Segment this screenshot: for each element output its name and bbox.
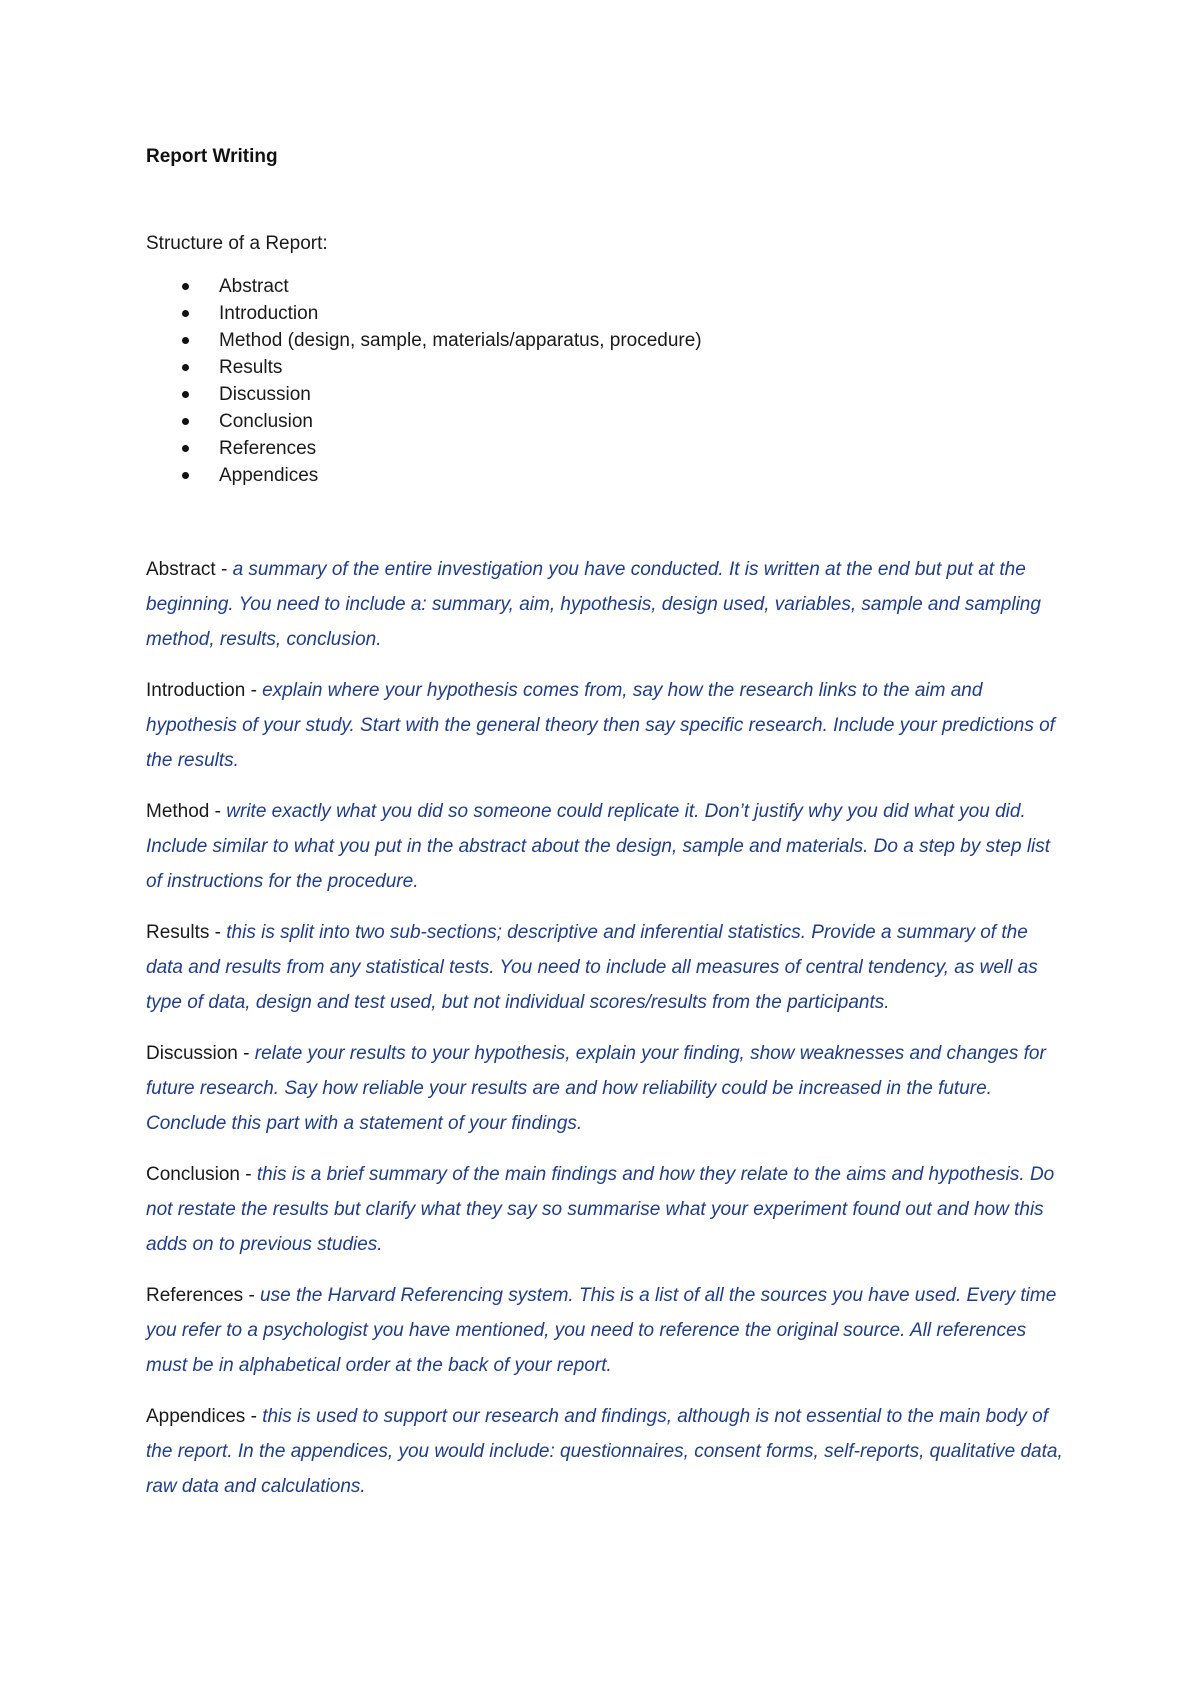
list-item xyxy=(146,327,702,354)
list-item-label: References xyxy=(219,438,317,459)
section-description: write exactly what you did so someone could replicate it. Don’t justify why you did what you did. Include similar to what you put in the abstract about the design, sample and materials. Do a step by step list of instructions for the procedure. xyxy=(146,801,1051,892)
list-item xyxy=(146,300,702,327)
section-term: Discussion - xyxy=(146,1043,255,1064)
section-term: Method - xyxy=(146,801,227,822)
list-item xyxy=(146,435,702,462)
section-description: this is split into two sub-sections; descriptive and inferential statistics. Provide a summary of the data and results from any statistical tests. You need to include all measures of central tendency, as well as type of data, design and test used, but not individual scores/results from the participants. xyxy=(146,922,1038,1013)
list-item-label: Discussion xyxy=(219,384,311,405)
bullet-icon xyxy=(182,391,189,398)
section-references xyxy=(146,1278,1066,1383)
section-introduction xyxy=(146,673,1066,778)
section-description: explain where your hypothesis comes from, say how the research links to the aim and hypothesis of your study. Start with the general theory then say specific research. Include your predictions of the results. xyxy=(146,680,1055,771)
list-item-label: Method (design, sample, materials/apparatus, procedure) xyxy=(219,330,702,351)
section-conclusion xyxy=(146,1157,1066,1262)
list-item-label: Introduction xyxy=(219,303,319,324)
list-item xyxy=(146,462,702,489)
list-item-label: Conclusion xyxy=(219,411,313,432)
section-descriptions xyxy=(146,552,1066,1520)
section-term: Abstract - xyxy=(146,559,233,580)
bullet-icon xyxy=(182,445,189,452)
section-discussion xyxy=(146,1036,1066,1141)
section-description: this is used to support our research and findings, although is not essential to the main body of the report. In the appendices, you would include: questionnaires, consent forms, self-reports, qualitative data, raw data and calculations. xyxy=(146,1406,1063,1497)
section-term: Introduction - xyxy=(146,680,263,701)
bullet-icon xyxy=(182,472,189,479)
section-term: Conclusion - xyxy=(146,1164,257,1185)
list-item-label: Results xyxy=(219,357,283,378)
section-method xyxy=(146,794,1066,899)
bullet-icon xyxy=(182,310,189,317)
list-item xyxy=(146,408,702,435)
section-abstract xyxy=(146,552,1066,657)
structure-heading: Structure of a Report: xyxy=(146,233,328,254)
structure-list xyxy=(146,273,702,489)
list-item-label: Appendices xyxy=(219,465,319,486)
section-description: relate your results to your hypothesis, explain your finding, show weaknesses and changes for future research. Say how reliable your results are and how reliability could be increased in the future. Conclude this part with a statement of your findings. xyxy=(146,1043,1046,1134)
section-appendices xyxy=(146,1399,1066,1504)
list-item-label: Abstract xyxy=(219,276,289,297)
section-description: use the Harvard Referencing system. This is a list of all the sources you have used. Every time you refer to a psychologist you have mentioned, you need to reference the original source. All references must be in alphabetical order at the back of your report. xyxy=(146,1285,1057,1376)
bullet-icon xyxy=(182,337,189,344)
list-item xyxy=(146,381,702,408)
section-term: References - xyxy=(146,1285,261,1306)
page-title: Report Writing xyxy=(146,146,278,167)
list-item xyxy=(146,273,702,300)
bullet-icon xyxy=(182,418,189,425)
section-description: this is a brief summary of the main findings and how they relate to the aims and hypothesis. Do not restate the results but clarify what they say so summarise what your experiment found out and how this adds on to previous studies. xyxy=(146,1164,1055,1255)
section-results xyxy=(146,915,1066,1020)
section-term: Results - xyxy=(146,922,227,943)
bullet-icon xyxy=(182,364,189,371)
bullet-icon xyxy=(182,283,189,290)
section-description: a summary of the entire investigation you have conducted. It is written at the end but put at the beginning. You need to include a: summary, aim, hypothesis, design used, variables, sample and sampling method, results, conclusion. xyxy=(146,559,1041,650)
section-term: Appendices - xyxy=(146,1406,263,1427)
list-item xyxy=(146,354,702,381)
